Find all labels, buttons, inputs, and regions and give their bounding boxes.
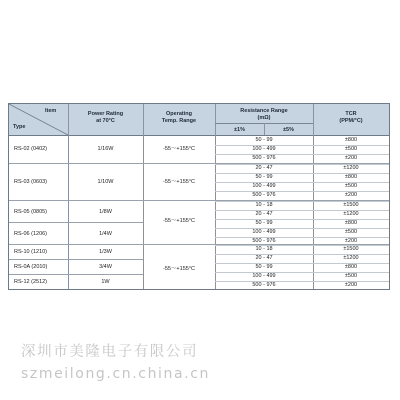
- row-divider: [215, 201, 389, 202]
- tcr-cell: ±200: [344, 282, 358, 288]
- power-cell: 1W: [101, 279, 110, 285]
- resistance-cell: 50 - 99: [255, 137, 273, 143]
- watermark-company-name: 深圳市美隆电子有限公司: [21, 344, 199, 360]
- header-tcr: TCR: [345, 111, 357, 117]
- temp-range-cell: -55～+155°C: [162, 218, 195, 224]
- row-divider: [215, 182, 389, 183]
- resistance-cell: 100 - 499: [252, 273, 276, 279]
- header-tolerance-1pct: ±1%: [234, 127, 245, 133]
- power-cell: 1/4W: [99, 231, 112, 237]
- tcr-cell: ±1200: [343, 211, 359, 217]
- tcr-cell: ±800: [344, 137, 358, 143]
- power-cell: 1/8W: [99, 209, 112, 215]
- resistance-cell: 100 - 499: [252, 229, 276, 235]
- tcr-cell: ±500: [344, 183, 358, 189]
- resistance-cell: 500 - 976: [252, 238, 276, 244]
- tcr-cell: ±1200: [343, 255, 359, 261]
- tcr-cell: ±500: [344, 229, 358, 235]
- row-divider: [215, 154, 389, 155]
- type-cell: RS-12 (2512): [14, 279, 48, 285]
- header-operating-temp-2: Temp. Range: [161, 118, 197, 124]
- power-cell: 1/3W: [99, 249, 112, 255]
- type-cell: RS-10 (1210): [14, 249, 48, 255]
- header-power-rating-2: at 70°C: [96, 118, 115, 124]
- row-divider: [215, 219, 389, 220]
- type-cell: RS-03 (0603): [14, 179, 48, 185]
- resistance-cell: 50 - 99: [255, 220, 273, 226]
- resistance-cell: 10 - 18: [255, 202, 273, 208]
- temp-range-cell: -55～+155°C: [162, 146, 195, 152]
- resistance-cell: 20 - 47: [255, 165, 273, 171]
- spec-table: [8, 103, 390, 382]
- row-divider: [9, 259, 143, 260]
- tcr-cell: ±200: [344, 155, 358, 161]
- type-cell: RS-0A (2010): [14, 264, 48, 270]
- power-cell: 1/16W: [97, 146, 114, 152]
- tcr-cell: ±500: [344, 146, 358, 152]
- power-cell: 3/4W: [99, 264, 112, 270]
- tcr-cell: ±800: [344, 220, 358, 226]
- row-divider: [9, 274, 143, 275]
- row-divider: [9, 222, 143, 223]
- resistance-cell: 500 - 976: [252, 282, 276, 288]
- row-divider: [215, 173, 389, 174]
- row-divider: [215, 281, 389, 282]
- tcr-cell: ±1500: [343, 246, 359, 252]
- tcr-cell: ±200: [344, 238, 358, 244]
- type-cell: RS-06 (1206): [14, 231, 48, 237]
- tcr-cell: ±500: [344, 273, 358, 279]
- header-resistance-range: Resistance Range: [240, 108, 288, 114]
- tcr-cell: ±200: [344, 192, 358, 198]
- header-type: Type: [13, 124, 26, 130]
- header-resistance-unit: (mΩ): [257, 115, 271, 121]
- header-operating-temp-1: Operating: [166, 111, 192, 117]
- col-divider: [143, 104, 144, 289]
- resistance-cell: 500 - 976: [252, 192, 276, 198]
- resistance-cell: 20 - 47: [255, 255, 273, 261]
- row-divider: [215, 145, 389, 146]
- tcr-cell: ±800: [344, 174, 358, 180]
- resistance-cell: 20 - 47: [255, 211, 273, 217]
- header-tcr-unit: (PPM/°C): [339, 118, 363, 124]
- row-divider: [215, 237, 389, 238]
- row-divider: [215, 254, 389, 255]
- row-divider: [215, 164, 389, 165]
- power-cell: 1/10W: [97, 179, 114, 185]
- watermark-url: szmeilong.cn.china.cn: [21, 366, 211, 382]
- row-divider: [215, 191, 389, 192]
- row-divider: [215, 272, 389, 273]
- row-divider: [215, 228, 389, 229]
- resistance-cell: 10 - 18: [255, 246, 273, 252]
- header-item: Item: [45, 108, 57, 114]
- resistance-cell: 50 - 99: [255, 174, 273, 180]
- row-divider: [215, 245, 389, 246]
- header-tolerance-5pct: ±5%: [283, 127, 294, 133]
- temp-range-cell: -55～+155°C: [162, 179, 195, 185]
- type-cell: RS-05 (0805): [14, 209, 48, 215]
- type-cell: RS-02 (0402): [14, 146, 48, 152]
- temp-range-cell: -55～+155°C: [162, 266, 195, 272]
- row-divider: [215, 210, 389, 211]
- tcr-cell: ±800: [344, 264, 358, 270]
- resistance-cell: 100 - 499: [252, 183, 276, 189]
- resistance-cell: 500 - 976: [252, 155, 276, 161]
- tcr-cell: ±1200: [343, 165, 359, 171]
- tcr-cell: ±1500: [343, 202, 359, 208]
- header-power-rating-1: Power Rating: [87, 111, 124, 117]
- resistance-cell: 100 - 499: [252, 146, 276, 152]
- resistance-cell: 50 - 99: [255, 264, 273, 270]
- row-divider: [215, 263, 389, 264]
